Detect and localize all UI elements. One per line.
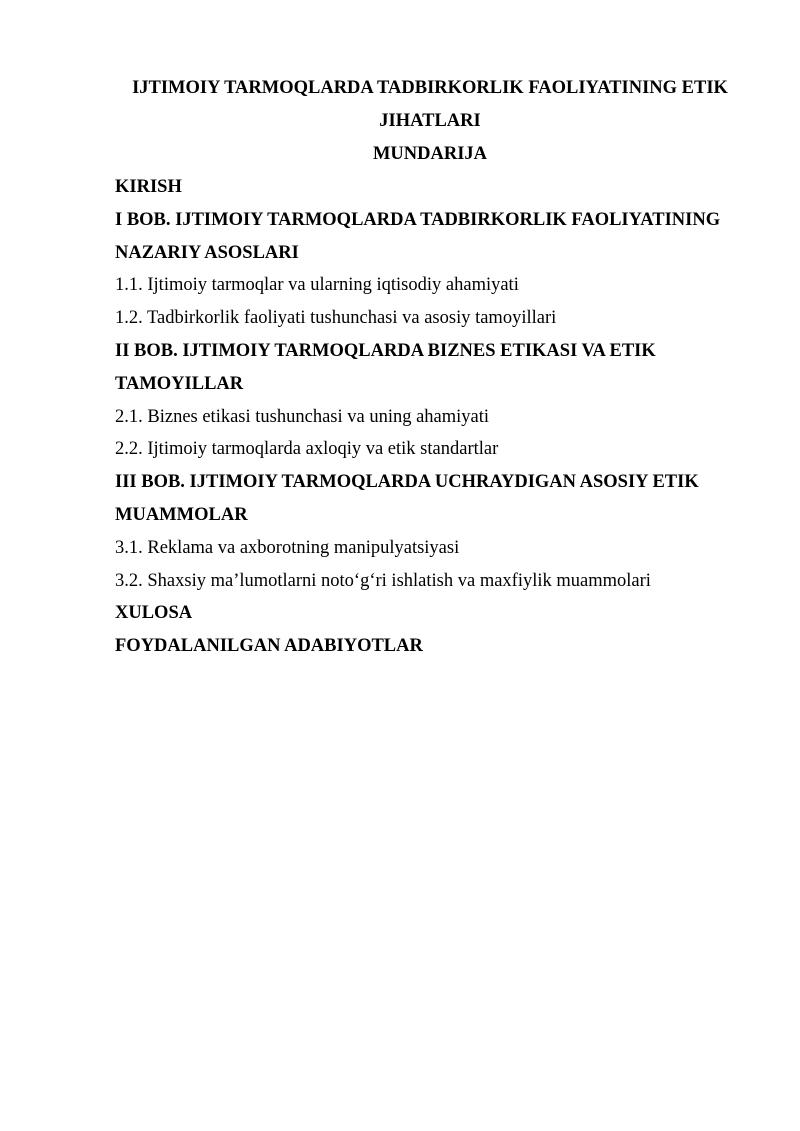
toc-item-references: FOYDALANILGAN ADABIYOTLAR [115, 636, 423, 657]
document-title-line-2: JIHATLARI [379, 111, 481, 131]
toc-item-xulosa: XULOSA [115, 603, 193, 624]
toc-item-chapter-1-line-1: I BOB. IJTIMOIY TARMOQLARDA TADBIRKORLIK FAOLIYATINING [115, 209, 721, 230]
toc-item-chapter-2-line-1: II BOB. IJTIMOIY TARMOQLARDA BIZNES ETIKASI VA ETIK [115, 340, 656, 361]
document-title-line-1: IJTIMOIY TARMOQLARDA TADBIRKORLIK FAOLIYATINING ETIK [132, 78, 728, 98]
toc-item-chapter-1-line-2: NAZARIY ASOSLARI [115, 242, 299, 263]
toc-heading: MUNDARIJA [372, 144, 488, 164]
toc-item-section-2-1: 2.1. Biznes etikasi tushunchasi va uning ahamiyati [115, 406, 490, 427]
toc-item-chapter-3-line-1: III BOB. IJTIMOIY TARMOQLARDA UCHRAYDIGAN ASOSIY ETIK [115, 472, 699, 493]
toc-item-section-3-2: 3.2. Shaxsiy ma’lumotlarni noto‘g‘ri ishlatish va maxfiylik muammolari [115, 570, 651, 591]
toc-item-section-1-1: 1.1. Ijtimoiy tarmoqlar va ularning iqtisodiy ahamiyati [115, 275, 519, 296]
document-title [115, 72, 745, 138]
document-content [115, 72, 745, 663]
toc-item-section-3-1: 3.1. Reklama va axborotning manipulyatsiyasi [115, 537, 460, 558]
toc-item-kirish: KIRISH [115, 177, 182, 197]
toc-item-chapter-3-line-2: MUAMMOLAR [115, 504, 248, 525]
toc-item-section-2-2: 2.2. Ijtimoiy tarmoqlarda axloqiy va etik standartlar [115, 439, 499, 460]
table-of-contents [115, 171, 745, 663]
toc-item-chapter-2-line-2: TAMOYILLAR [115, 373, 244, 394]
toc-item-section-1-2: 1.2. Tadbirkorlik faoliyati tushunchasi va asosiy tamoyillari [115, 308, 557, 329]
